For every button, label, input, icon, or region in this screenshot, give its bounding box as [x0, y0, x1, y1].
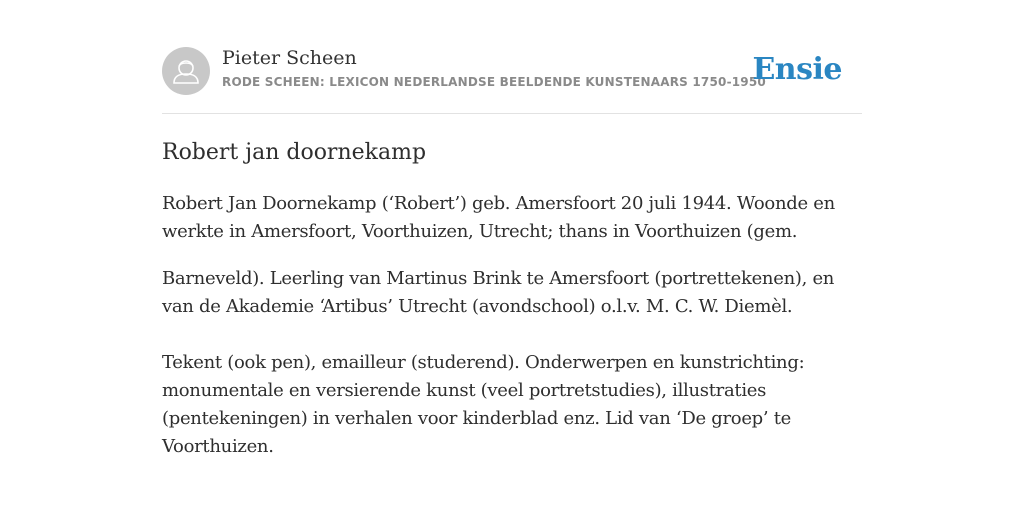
page-title: Robert jan doornekamp — [162, 140, 427, 165]
brand-logo[interactable]: Ensie — [752, 52, 842, 87]
source-label[interactable]: RODE SCHEEN: LEXICON NEDERLANDSE BEELDENDE KUNSTENAARS 1750-1950 — [222, 75, 766, 89]
user-placeholder-icon — [162, 47, 210, 95]
article-paragraph: Tekent (ook pen), emailleur (studerend). Onderwerpen en kunstrichting: monumentale en versierende kunst (veel portretstudies), illustraties (pentekeningen) in verhalen voor kinderblad enz. Lid van ‘De groep’ te Voorthuizen. — [162, 352, 805, 457]
article-paragraph: Robert Jan Doornekamp (‘Robert’) geb. Amersfoort 20 juli 1944. Woonde en werkte in Amersfoort, Voorthuizen, Utrecht; thans in Voorthuizen (gem. — [162, 193, 835, 242]
author-header — [162, 46, 862, 96]
author-name[interactable]: Pieter Scheen — [222, 47, 357, 69]
avatar[interactable] — [162, 47, 210, 95]
article-paragraph: Barneveld). Leerling van Martinus Brink te Amersfoort (portrettekenen), en van de Akademie ‘Artibus’ Utrecht (avondschool) o.l.v. M. C. W. Diemèl. — [162, 268, 835, 317]
divider — [162, 113, 862, 114]
